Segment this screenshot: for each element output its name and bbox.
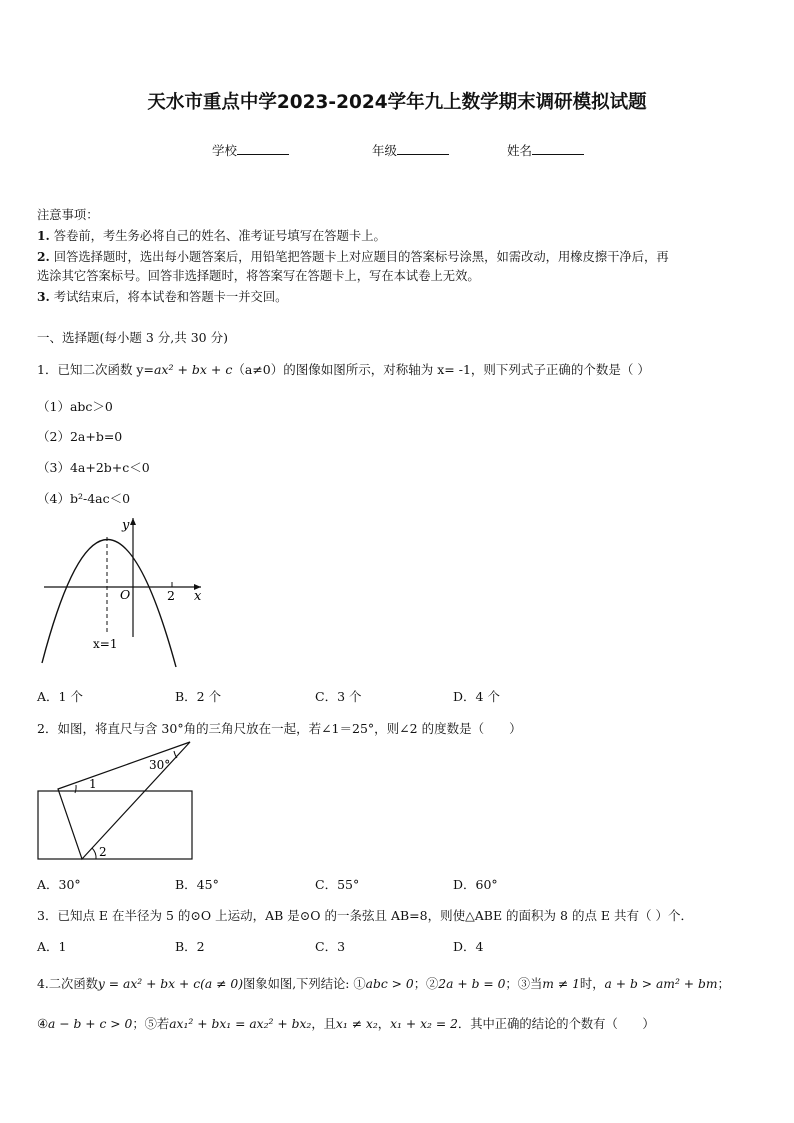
notice-item-3-text: 考试结束后，将本试卷和答题卡一并交回。 — [53, 290, 288, 304]
question-3-stem: 3．已知点 E 在半径为 5 的⊙O 上运动，AB 是⊙O 的一条弦且 AB=8，则使△ABE 的面积为 8 的点 E 共有（ ）个． — [37, 908, 693, 923]
notice-item-2-line1: 回答选择题时，选出每小题答案后，用铅笔把答题卡上对应题目的答案标号涂黑，如需改动，用橡皮擦干净后，再 — [53, 250, 669, 264]
q4-conclusion-4: a − b + c > 0 — [48, 1017, 133, 1031]
q1-statement-1: （1）abc＞0 — [37, 399, 113, 414]
q4-sep-3: 时， — [579, 977, 605, 991]
q4-sep-1: ；② — [413, 977, 439, 991]
angle-2-arc — [92, 848, 96, 859]
notice-item-1-num: 1. — [37, 228, 50, 243]
q4-sep-8: ． — [457, 1017, 471, 1031]
notice-heading: 注意事项： — [37, 208, 99, 222]
grade-label: 年级 — [372, 143, 398, 158]
q1-option-c: C．3 个 — [315, 689, 362, 704]
y-label: y — [122, 518, 130, 533]
q4-tail: 其中正确的结论的个数有（ ） — [470, 1017, 655, 1031]
ruler-rect — [38, 791, 192, 859]
q4-circ-4: ④ — [37, 1017, 49, 1031]
q4-conclusion-5-sum: x₁ + x₂ = 2 — [390, 1017, 458, 1031]
x-label: x — [194, 589, 202, 604]
y-axis-arrow — [130, 518, 136, 525]
grade-blank — [397, 143, 449, 155]
question-1-stem — [37, 360, 650, 378]
name-blank — [532, 143, 584, 155]
angle-30-label: 30° — [149, 758, 171, 772]
notice-item-2-line2: 选涂其它答案标号。回答非选择题时，将答案写在答题卡上，写在本试卷上无效。 — [37, 269, 480, 283]
q1-option-d: D．4 个 — [453, 689, 500, 704]
q1-option-a: A．1 个 — [37, 689, 83, 704]
q4-intro-2: 图象如图,下列结论: ① — [243, 977, 366, 991]
origin-label: O — [120, 587, 131, 602]
q4-conclusion-2: 2a + b = 0 — [438, 977, 506, 991]
q4-sep-7: ， — [377, 1017, 391, 1031]
q3-option-b: B．2 — [175, 939, 205, 954]
q2-option-c: C．55° — [315, 877, 360, 892]
axis-note-label: x=1 — [93, 637, 118, 651]
q2-option-b: B．45° — [175, 877, 219, 892]
question-1-suffix: （a≠0）的图像如图所示，对称轴为 x= -1，则下列式子正确的个数是（ ） — [232, 362, 650, 377]
q4-sep-5: ；⑤若 — [132, 1017, 170, 1031]
angle-2-label: 2 — [99, 845, 107, 859]
name-field — [507, 141, 584, 159]
q2-option-a: A．30° — [37, 877, 81, 892]
q3-option-a: A．1 — [37, 939, 67, 954]
q1-option-b: B．2 个 — [175, 689, 222, 704]
q1-parabola-figure — [36, 515, 211, 670]
question-4-line-2 — [37, 1014, 655, 1032]
notice-item-1-text: 答卷前，考生务必将自己的姓名、准考证号填写在答题卡上。 — [53, 229, 386, 243]
school-blank — [237, 143, 289, 155]
q3-option-c: C．3 — [315, 939, 346, 954]
q4-intro: 4.二次函数 — [37, 977, 98, 991]
question-1-formula: ax² + bx + c — [153, 362, 233, 377]
q4-conclusion-3: a + b > am² + bm — [604, 977, 718, 991]
q4-sep-2: ；③当 — [505, 977, 543, 991]
q4-conclusion-5-eq: ax₁² + bx₁ = ax₂² + bx₂ — [169, 1017, 312, 1031]
q4-sep-4: ； — [717, 977, 730, 991]
notice-item-2 — [37, 247, 669, 265]
notice-item-3-num: 3. — [37, 289, 50, 304]
q1-statement-2: （2）2a+b=0 — [37, 429, 123, 444]
school-label: 学校 — [212, 143, 238, 158]
section-heading: 一、选择题(每小题 3 分,共 30 分) — [37, 330, 228, 345]
school-field — [212, 141, 289, 159]
q2-option-d: D．60° — [453, 877, 498, 892]
page-title: 天水市重点中学2023-2024学年九上数学期末调研模拟试题 — [147, 92, 647, 113]
tick-2-label: 2 — [167, 588, 175, 603]
question-4-line-1 — [37, 974, 730, 992]
q4-conclusion-5-neq: x₁ ≠ x₂ — [335, 1017, 378, 1031]
q1-statement-4: （4）b²-4ac＜0 — [37, 491, 131, 506]
notice-item-3 — [37, 287, 287, 305]
q4-conclusion-1: abc > 0 — [365, 977, 414, 991]
q1-statement-3: （3）4a+2b+c＜0 — [37, 460, 150, 475]
angle-1-arc — [75, 785, 76, 793]
grade-field — [372, 141, 449, 159]
question-1-prefix: 1．已知二次函数 y= — [37, 362, 154, 377]
name-label: 姓名 — [507, 143, 533, 158]
question-2-stem: 2．如图，将直尺与含 30°角的三角尺放在一起，若∠1＝25°，则∠2 的度数是（ ） — [37, 721, 522, 736]
q3-option-d: D．4 — [453, 939, 484, 954]
q4-sep-6: ，且 — [311, 1017, 336, 1031]
q4-function-formula: y = ax² + bx + c(a ≠ 0) — [97, 977, 243, 991]
q2-ruler-triangle-figure — [36, 738, 201, 866]
angle-1-label: 1 — [89, 777, 97, 791]
q4-condition-3: m ≠ 1 — [542, 977, 580, 991]
notice-item-1 — [37, 226, 386, 244]
notice-item-2-num: 2. — [37, 249, 50, 264]
